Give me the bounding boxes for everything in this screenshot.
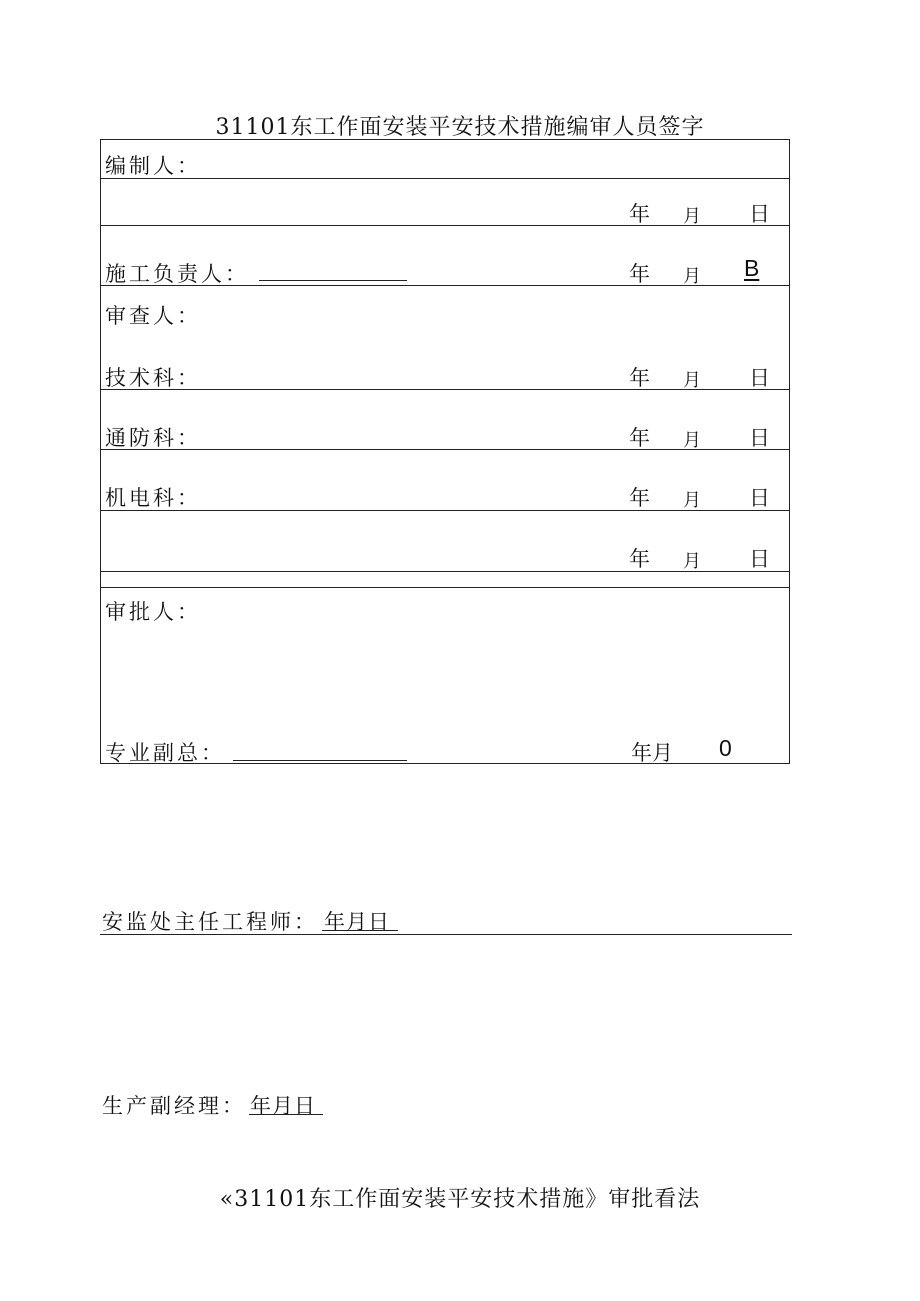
approval-opinion-title: «31101东工作面安装平安技术措施》审批看法 xyxy=(219,1187,701,1212)
row-divider xyxy=(101,178,789,179)
tech-dept-label: 技术科： xyxy=(105,366,201,390)
construction-leader-label: 施工负责人： xyxy=(105,262,249,286)
reviewer-label: 审查人： xyxy=(105,304,201,328)
compiler-date-month: 月 xyxy=(683,206,701,227)
construction-leader-date-day: B xyxy=(744,255,760,281)
deputy-chief-date-day: 0 xyxy=(719,735,732,761)
page-title: 31101东工作面安装平安技术措施编审人员签字 xyxy=(215,115,705,140)
electromech-dept-date-day: 日 xyxy=(749,486,770,510)
signature-table xyxy=(100,139,790,764)
tech-dept-date-year: 年 xyxy=(629,366,650,390)
ventilation-dept-date-year: 年 xyxy=(629,426,650,450)
deputy-chief-signature-line[interactable] xyxy=(233,760,407,761)
ventilation-dept-date-day: 日 xyxy=(749,426,770,450)
blank-row-date-year: 年 xyxy=(629,547,650,571)
production-manager-date-underline xyxy=(249,1114,323,1115)
production-manager-date: 年月日 xyxy=(250,1094,316,1118)
approver-label: 审批人： xyxy=(105,600,201,624)
electromech-dept-date-month: 月 xyxy=(683,490,701,511)
electromech-dept-date-year: 年 xyxy=(629,486,650,510)
ventilation-dept-label: 通防科： xyxy=(105,426,201,450)
electromech-dept-label: 机电科： xyxy=(105,486,201,510)
tech-dept-date-day: 日 xyxy=(749,366,770,390)
row-divider xyxy=(101,587,789,588)
safety-engineer-signature-line[interactable] xyxy=(100,934,792,935)
production-manager-label: 生产副经理： xyxy=(102,1094,246,1118)
blank-row-date-day: 日 xyxy=(749,547,770,571)
blank-row-date-month: 月 xyxy=(683,551,701,572)
tech-dept-date-month: 月 xyxy=(683,370,701,391)
compiler-label: 编制人： xyxy=(105,154,201,178)
construction-leader-date-month: 月 xyxy=(683,266,701,287)
compiler-date-day: 日 xyxy=(749,202,770,226)
construction-leader-date-year: 年 xyxy=(629,262,650,286)
compiler-date-year: 年 xyxy=(629,202,650,226)
deputy-chief-date-year-month: 年月 xyxy=(631,741,673,765)
construction-leader-signature-line[interactable] xyxy=(259,280,407,281)
safety-engineer-date-underline xyxy=(322,930,398,931)
safety-engineer-label: 安监处主任工程师： xyxy=(102,910,318,934)
ventilation-dept-date-month: 月 xyxy=(683,430,701,451)
safety-engineer-date: 年月日 xyxy=(324,910,390,934)
deputy-chief-label: 专业副总： xyxy=(105,741,225,765)
